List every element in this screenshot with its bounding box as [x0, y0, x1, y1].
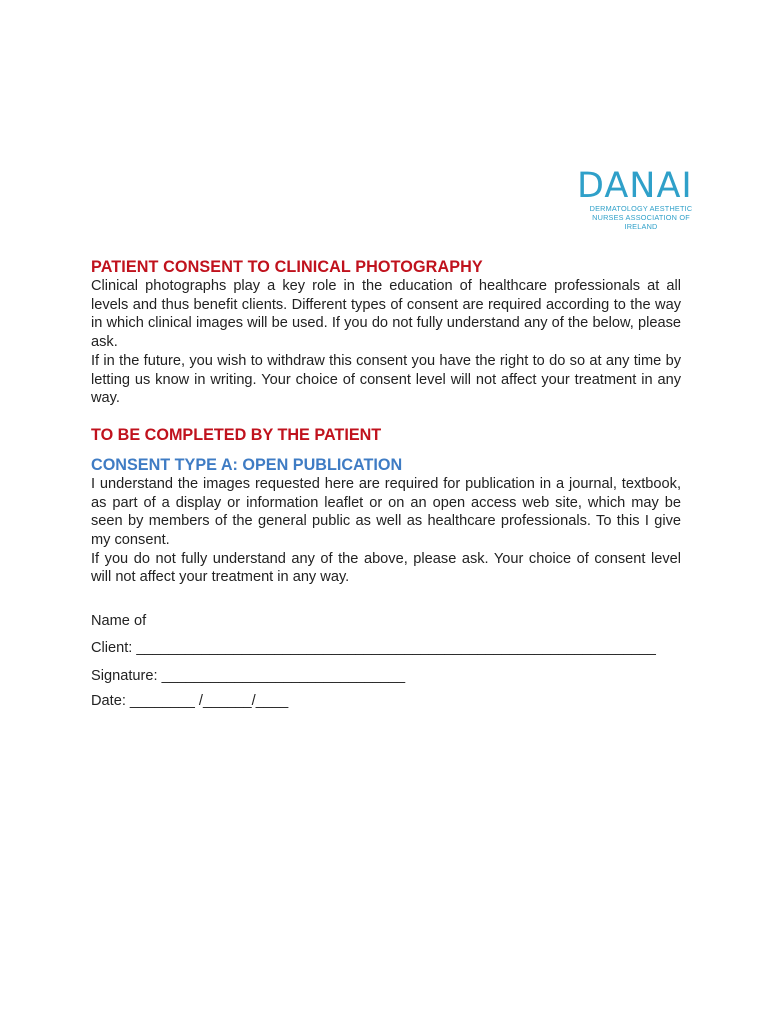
- document-title: PATIENT CONSENT TO CLINICAL PHOTOGRAPHY: [91, 258, 483, 276]
- consent-form-fields: [91, 612, 681, 711]
- section-heading: TO BE COMPLETED BY THE PATIENT: [91, 425, 382, 444]
- logo-subtitle: DERMATOLOGY AESTHETIC NURSES ASSOCIATION OF IRELAND: [589, 204, 693, 231]
- document-body: [91, 257, 681, 711]
- intro-paragraph: Clinical photographs play a key role in the education of healthcare professionals at all levels and thus benefit clients. Different types of consent are required according to the way in which clinical images will be used. If you do not fully understand any of the below, please ask.: [91, 278, 681, 351]
- consent-paragraph: I understand the images requested here are required for publication in a journal, textbook, as part of a display or information leaflet or on an open access web site, which may be seen by members of the general public as well as healthcare professionals. To this I give my consent.: [91, 475, 681, 549]
- danai-logo: [577, 166, 728, 231]
- withdraw-paragraph: If in the future, you wish to withdraw this consent you have the right to do so at any time by letting us know in writing. Your choice of consent level will not affect your treatment in any way.: [91, 352, 681, 407]
- consent-type-heading: CONSENT TYPE A: OPEN PUBLICATION: [91, 455, 403, 474]
- date-field[interactable]: Date: ________ /______/____: [91, 693, 289, 710]
- logo-wordmark: DANAI: [577, 166, 693, 206]
- client-name-field[interactable]: Client: ________________________________________________________________: [91, 639, 656, 656]
- signature-field[interactable]: Signature: ______________________________: [91, 667, 406, 684]
- consent-followup-paragraph: If you do not fully understand any of the above, please ask. Your choice of consent level will not affect your treatment in any way.: [91, 550, 681, 586]
- name-of-label: Name of: [91, 613, 147, 630]
